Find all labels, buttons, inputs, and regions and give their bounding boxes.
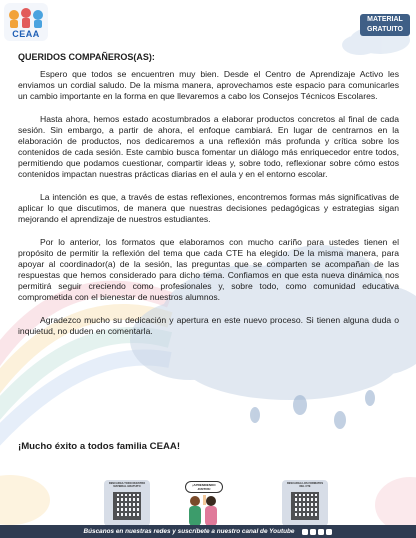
free-material-qr-card[interactable]: [104, 480, 150, 526]
speech-bubble: ¡APRENDIENDO JUNTOS!: [185, 481, 223, 493]
paragraph-3: La intención es que, a través de estas reflexiones, encontremos formas más significativas de aplicar lo que discutimos, de manera que nuestras decisiones pedagógicas y estrategias sigan mejorando el aprendizaje de nuestros estudiantes.: [18, 192, 399, 224]
badge-line-2: GRATUITO: [367, 26, 403, 33]
greeting: QUERIDOS COMPAÑEROS(AS):: [18, 52, 155, 62]
ceaa-logo: [4, 3, 48, 41]
letter-body: [18, 52, 399, 349]
tiktok-icon[interactable]: [326, 529, 332, 535]
paragraph-2: Hasta ahora, hemos estado acostumbrados a elaborar productos concretos al final de cada sesión. Sin embargo, a partir de ahora, el enfoque cambiará. En lugar de centrarnos en la elaboración de productos, nos dedicaremos a una reflexión más profunda y crítica sobre los contenidos de cada sesión. Este cambio busca fomentar un diálogo más enriquecedor entre todos, permitiendo que podamos cuestionar, compartir ideas y, sobre todo, reflexionar sobre cómo estos contenidos impactan nuestras prácticas diarias en el aula y en el entorno escolar.: [18, 114, 399, 179]
instagram-icon[interactable]: [310, 529, 316, 535]
qr-caption-left: DESCARGA TODO NUESTRO MATERIAL GRATUITO: [108, 482, 146, 488]
paragraph-5: Agradezco mucho su dedicación y apertura en este nuevo proceso. Si tienen alguna duda o inquietud, no duden en comentarla.: [18, 315, 399, 336]
footer-bar: [0, 525, 416, 538]
closing-line: ¡Mucho éxito a todos familia CEAA!: [18, 441, 181, 452]
footer-text: Búscanos en nuestras redes y suscríbete a nuestro canal de Youtube: [83, 528, 295, 535]
people-icon: [181, 493, 235, 527]
social-icons: [302, 529, 332, 535]
logo-text: CEAA: [12, 29, 40, 39]
free-material-badge: [360, 14, 410, 36]
youtube-icon[interactable]: [302, 529, 308, 535]
qr-code-icon: [113, 492, 141, 520]
teachers-illustration: [181, 481, 235, 527]
cte-formats-qr-card[interactable]: [282, 480, 328, 526]
facebook-icon[interactable]: [318, 529, 324, 535]
qr-code-icon: [291, 492, 319, 520]
badge-line-1: MATERIAL: [367, 16, 403, 23]
paragraph-1: Espero que todos se encuentren muy bien. Desde el Centro de Aprendizaje Activo les enviamos un cordial saludo. De la misma manera, aprovechamos este espacio para comunicarles un cambio importante en la forma en que llevaremos a cabo los Consejos Técnicos Escolares.: [18, 69, 399, 101]
qr-caption-right: DESCARGA LOS FORMATOS DEL CTE: [286, 482, 324, 488]
paragraph-4: Por lo anterior, los formatos que elaboramos con mucho cariño para ustedes tienen el propósito de permitir la reflexión del tema que cada CTE ha elegido. De la misma manera, para apoyar al coordinador(a) de la sesión, las preguntas que se comparten se acompañan de las respuestas que hemos considerado para dicho tema. Confiamos en que esta nueva dinámica nos permitirá seguir creciendo como profesionales y, sobre todo, como comunidad educativa comprometida con el bienestar de nuestros alumnos.: [18, 237, 399, 302]
